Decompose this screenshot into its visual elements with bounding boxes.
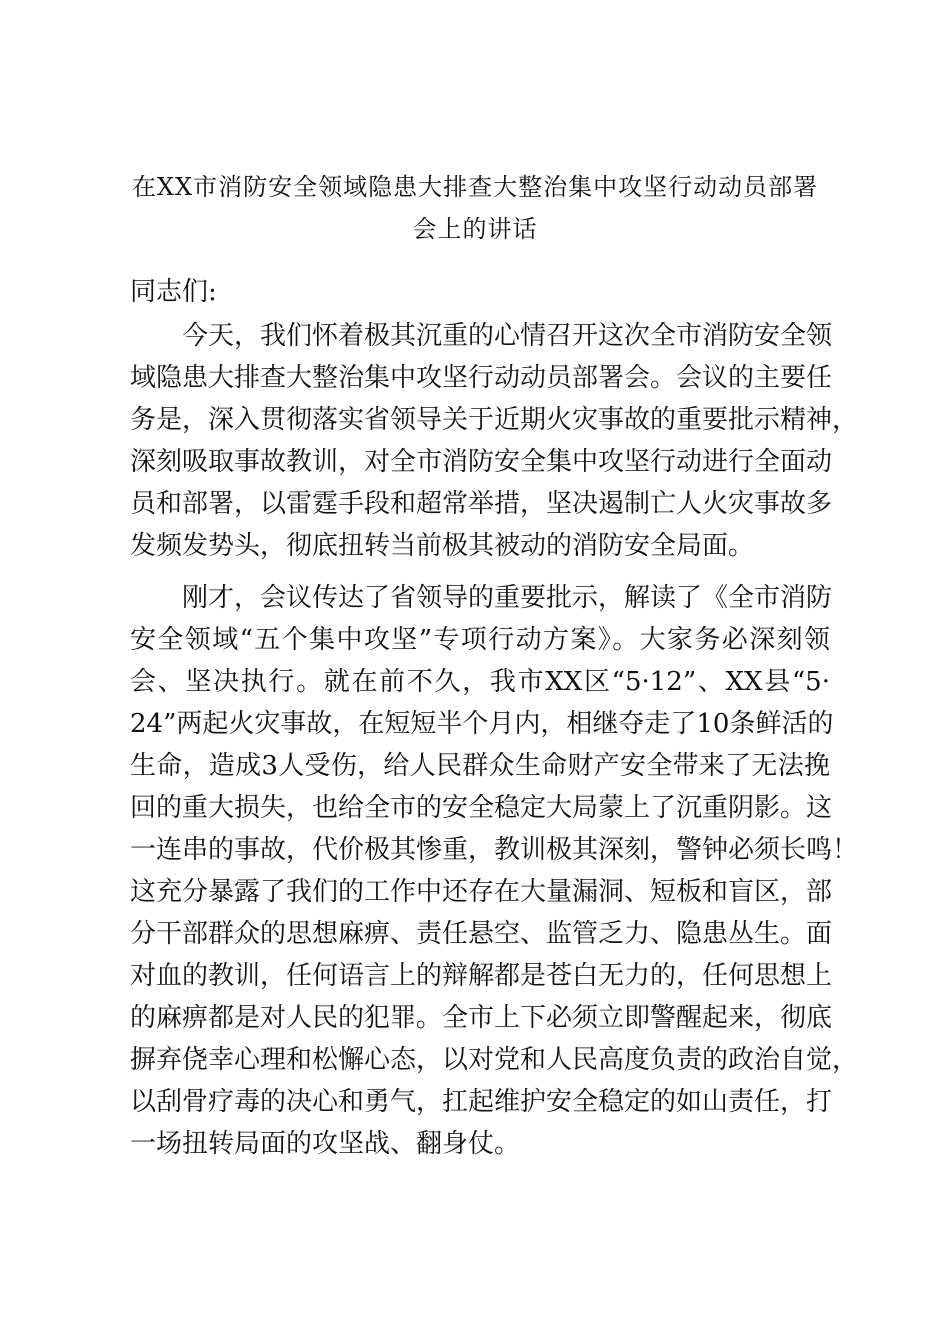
- salutation: 同志们:: [130, 277, 217, 307]
- paragraph-line: 摒弃侥幸心理和松懈心态，以对党和人民高度负责的政治自觉，: [130, 1045, 859, 1075]
- paragraph-line: 对血的教训，任何语言上的辩解都是苍白无力的，任何思想上: [130, 961, 833, 991]
- paragraph-line: 生命，造成3人受伤，给人民群众生命财产安全带来了无法挽: [130, 751, 830, 781]
- paragraph-line: 分干部群众的思想麻痹、责任悬空、监管乏力、隐患丛生。面: [130, 919, 833, 949]
- paragraph-line: 域隐患大排查大整治集中攻坚行动动员部署会。会议的主要任: [130, 363, 833, 393]
- paragraph-line: 会、坚决执行。就在前不久，我市XX区“5·12”、XX县“5·: [130, 667, 830, 697]
- paragraph-line: 以刮骨疗毒的决心和勇气，扛起维护安全稳定的如山责任，打: [130, 1087, 833, 1117]
- paragraph-line: 员和部署，以雷霆手段和超常举措，坚决遏制亡人火灾事故多: [130, 489, 833, 519]
- paragraph-line: 发频发势头，彻底扭转当前极其被动的消防安全局面。: [130, 531, 755, 561]
- paragraph-line: 务是，深入贯彻落实省领导关于近期火灾事故的重要批示精神，: [130, 405, 859, 435]
- paragraph-line: 刚才，会议传达了省领导的重要批示，解读了《全市消防: [182, 583, 833, 613]
- paragraph-line: 这充分暴露了我们的工作中还存在大量漏洞、短板和盲区，部: [130, 877, 833, 907]
- paragraph-1: [130, 315, 859, 567]
- paragraph-line: 一连串的事故，代价极其惨重，教训极其深刻，警钟必须长鸣！: [130, 835, 859, 865]
- paragraph-line: 的麻痹都是对人民的犯罪。全市上下必须立即警醒起来，彻底: [130, 1003, 833, 1033]
- paragraph-line: 安全领域“五个集中攻坚”专项行动方案》。大家务必深刻领: [130, 625, 830, 655]
- paragraph-line: 今天，我们怀着极其沉重的心情召开这次全市消防安全领: [182, 321, 833, 351]
- document-title-line-1: 在XX市消防安全领域隐患大排查大整治集中攻坚行动动员部署: [131, 173, 819, 201]
- paragraph-line: 深刻吸取事故教训，对全市消防安全集中攻坚行动进行全面动: [130, 447, 833, 477]
- document-title-line-2: 会上的讲话: [412, 215, 538, 243]
- paragraph-line: 一场扭转局面的攻坚战、翻身仗。: [130, 1129, 521, 1159]
- paragraph-2: [130, 577, 859, 1165]
- paragraph-line: 回的重大损失，也给全市的安全稳定大局蒙上了沉重阴影。这: [130, 793, 833, 823]
- paragraph-line: 24”两起火灾事故，在短短半个月内，相继夺走了10条鲜活的: [130, 709, 834, 739]
